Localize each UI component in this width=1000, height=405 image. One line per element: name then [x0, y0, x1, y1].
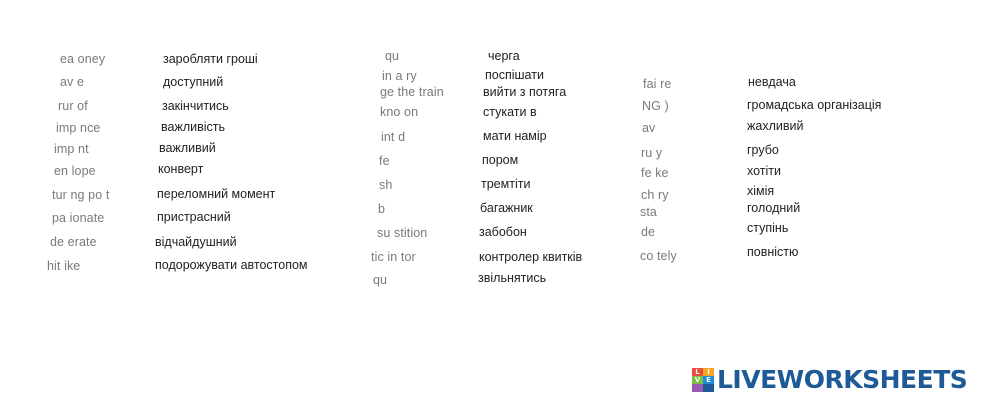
translation: важливий	[159, 141, 216, 155]
logo-cube	[692, 384, 703, 392]
word-input[interactable]: sh	[379, 178, 393, 192]
translation: стукати в	[483, 105, 537, 119]
word-input[interactable]: fai re	[643, 77, 672, 91]
translation: закінчитись	[162, 99, 229, 113]
word-input[interactable]: co tely	[640, 249, 677, 263]
translation: повністю	[747, 245, 799, 259]
word-input[interactable]: av e	[60, 75, 85, 89]
translation: контролер квитків	[479, 250, 583, 264]
word-input[interactable]: en lope	[54, 164, 96, 178]
translation: громадська організація	[747, 98, 882, 112]
word-input[interactable]: in a ry	[382, 69, 417, 83]
logo-cubes-icon	[692, 368, 714, 392]
word-input[interactable]: imp nce	[56, 121, 101, 135]
translation: жахливий	[747, 119, 804, 133]
word-input[interactable]: pa ionate	[52, 211, 105, 225]
word-input[interactable]: qu	[385, 49, 400, 63]
translation: хімія	[747, 184, 775, 198]
word-input[interactable]: su stition	[377, 226, 428, 240]
translation: поспішати	[485, 68, 544, 82]
word-input[interactable]: de	[641, 225, 656, 239]
translation: тремтіти	[481, 177, 531, 191]
word-input[interactable]: tic in tor	[371, 250, 416, 264]
word-input[interactable]: ge the train	[380, 85, 444, 99]
logo-cube	[703, 384, 714, 392]
translation: пристрасний	[157, 210, 231, 224]
logo-text: LIVEWORKSHEETS	[717, 365, 968, 394]
translation: вийти з потяга	[483, 85, 567, 99]
word-input[interactable]: imp nt	[54, 142, 89, 156]
word-input[interactable]: hit ike	[47, 259, 81, 273]
translation: невдача	[748, 75, 796, 89]
word-input[interactable]: fe ke	[641, 166, 669, 180]
logo-cube: E	[703, 376, 714, 384]
translation: відчайдушний	[155, 235, 237, 249]
logo-cube: V	[692, 376, 703, 384]
word-input[interactable]: b	[378, 202, 386, 216]
word-input[interactable]: NG )	[642, 99, 669, 113]
translation: доступний	[163, 75, 224, 89]
word-input[interactable]: de erate	[50, 235, 97, 249]
word-input[interactable]: tur ng po t	[52, 188, 110, 202]
translation: багажник	[480, 201, 533, 215]
liveworksheets-logo[interactable]	[692, 363, 967, 397]
translation: пором	[482, 153, 519, 167]
translation: звільнятись	[478, 271, 547, 285]
translation: важливість	[161, 120, 225, 134]
word-input[interactable]: rur of	[58, 99, 88, 113]
word-input[interactable]: av	[642, 121, 656, 135]
translation: конверт	[158, 162, 204, 176]
translation: голодний	[747, 201, 801, 215]
word-input[interactable]: ch ry	[641, 188, 669, 202]
word-input[interactable]: fe	[379, 154, 390, 168]
translation: ступінь	[747, 221, 789, 235]
translation: переломний момент	[157, 187, 276, 201]
translation: подорожувати автостопом	[155, 258, 308, 272]
translation: черга	[488, 49, 520, 63]
translation: хотіти	[747, 164, 781, 178]
word-input[interactable]: ea oney	[60, 52, 106, 66]
word-input[interactable]: sta	[640, 205, 657, 219]
logo-cube: L	[692, 368, 703, 376]
translation: грубо	[747, 143, 779, 157]
logo-cube: I	[703, 368, 714, 376]
translation: заробляти гроші	[163, 52, 258, 66]
word-input[interactable]: ru y	[641, 146, 663, 160]
word-input[interactable]: qu	[373, 273, 388, 287]
translation: забобон	[479, 225, 527, 239]
word-input[interactable]: int d	[381, 130, 406, 144]
translation: мати намір	[483, 129, 547, 143]
word-input[interactable]: kno on	[380, 105, 419, 119]
